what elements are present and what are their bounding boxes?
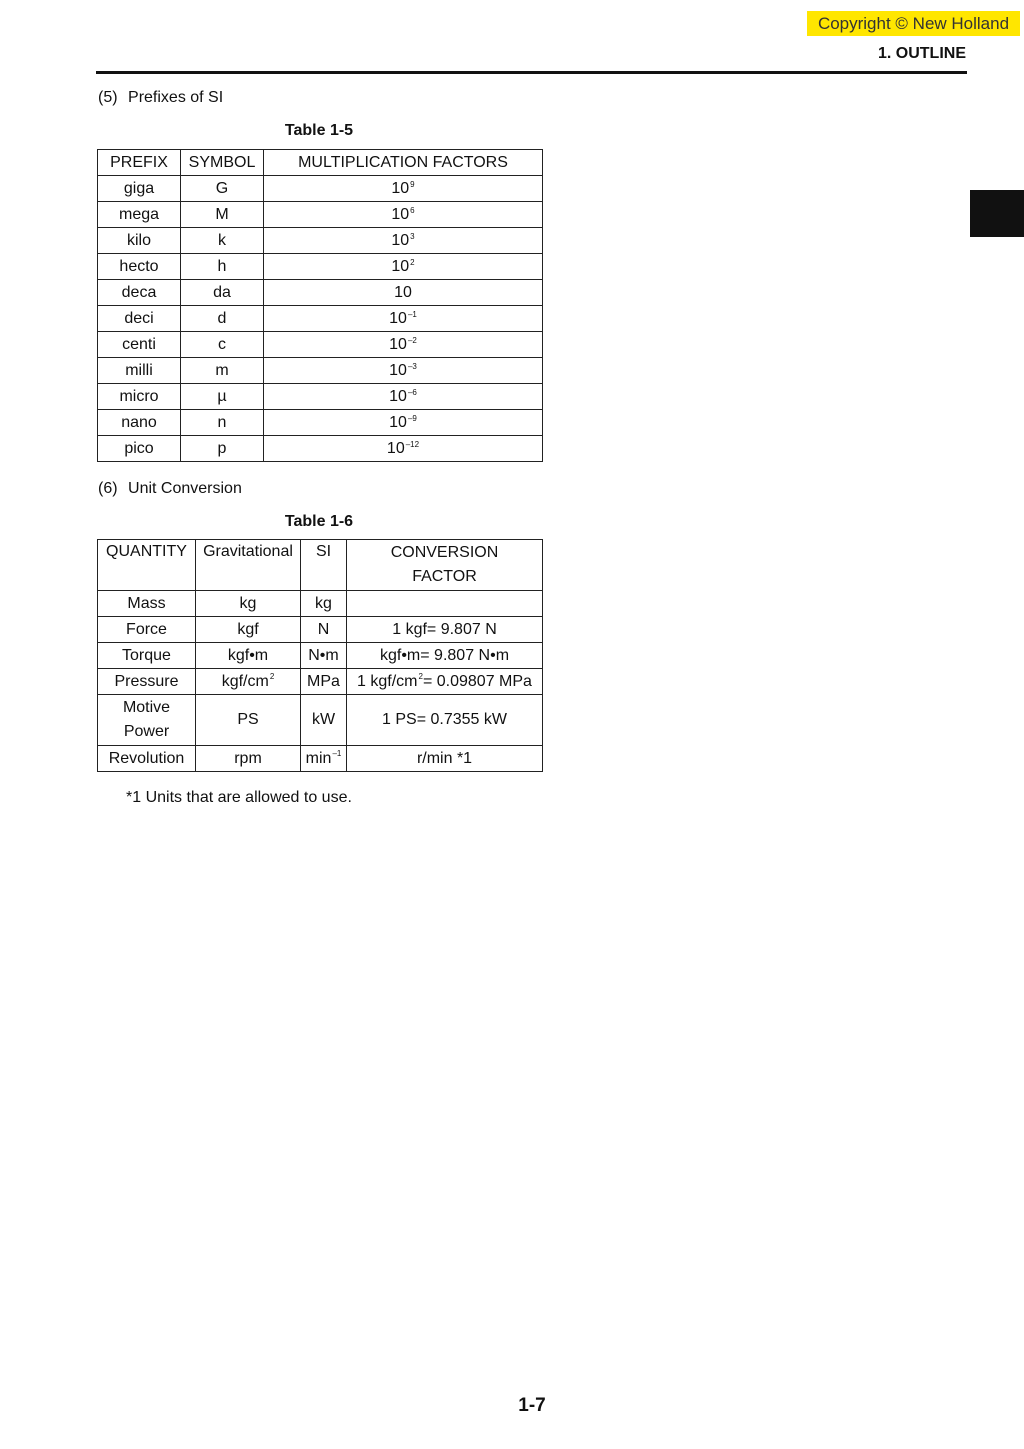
- conversion-table: [97, 539, 543, 772]
- table-row: [98, 306, 543, 332]
- table-row: [98, 436, 543, 462]
- prefix-cell: kilo: [98, 228, 181, 254]
- symbol-cell: G: [181, 176, 264, 202]
- factor-base: 10: [391, 232, 410, 249]
- prefix-cell: pico: [98, 436, 181, 462]
- quantity-cell: Revolution: [98, 746, 196, 772]
- si-unit: min: [305, 749, 332, 767]
- factor-base: 10: [389, 362, 407, 379]
- multiplication-factor-cell: [264, 176, 543, 202]
- gravitational-cell: PS: [196, 695, 301, 746]
- gravitational-cell: kgf: [196, 617, 301, 643]
- factor-exponent: –1: [407, 309, 417, 319]
- copyright-label: Copyright © New Holland: [807, 11, 1020, 36]
- multiplication-factor-cell: [264, 306, 543, 332]
- symbol-cell: n: [181, 410, 264, 436]
- table-row: [98, 591, 543, 617]
- column-header-prefix: PREFIX: [98, 150, 181, 176]
- gravitational-cell: kg: [196, 591, 301, 617]
- factor-exponent: –12: [405, 439, 420, 449]
- table-row: [98, 176, 543, 202]
- table-row: [98, 410, 543, 436]
- quantity-cell: Mass: [98, 591, 196, 617]
- prefix-cell: giga: [98, 176, 181, 202]
- factor-exponent: –3: [407, 361, 417, 371]
- multiplication-factor-cell: [264, 280, 543, 306]
- quantity-line2: Power: [123, 723, 170, 740]
- symbol-cell: c: [181, 332, 264, 358]
- multiplication-factor-cell: [264, 410, 543, 436]
- gravitational-cell: kgf•m: [196, 643, 301, 669]
- factor-exponent: 9: [410, 179, 415, 189]
- factor-base: 10: [386, 440, 405, 457]
- table-header-row: [98, 150, 543, 176]
- symbol-cell: h: [181, 254, 264, 280]
- table-row: [98, 695, 543, 746]
- si-cell: N: [301, 617, 347, 643]
- page-number: 1-7: [518, 1395, 546, 1416]
- table-1-5-caption: Table 1-5: [284, 122, 354, 139]
- conversion-factor-cell: 1 PS= 0.7355 kW: [347, 695, 543, 746]
- conversion-heading-title: Unit Conversion: [128, 480, 242, 497]
- table-row: [98, 202, 543, 228]
- table-row: [98, 254, 543, 280]
- table-row: [98, 358, 543, 384]
- quantity-cell: Torque: [98, 643, 196, 669]
- factor-exponent: –2: [407, 335, 417, 345]
- symbol-cell: µ: [181, 384, 264, 410]
- factor-base: 10: [391, 180, 410, 197]
- factor-base: 10: [394, 284, 412, 301]
- table-header-row: [98, 540, 543, 591]
- symbol-cell: d: [181, 306, 264, 332]
- footnote: *1 Units that are allowed to use.: [126, 789, 352, 806]
- factor-exponent: –6: [407, 387, 417, 397]
- quantity-cell: [98, 695, 196, 746]
- symbol-cell: p: [181, 436, 264, 462]
- exponent: 2: [269, 672, 275, 682]
- factor-base: 10: [389, 310, 407, 327]
- section-title: 1. OUTLINE: [877, 45, 966, 62]
- table-row: [98, 332, 543, 358]
- table-row: [98, 228, 543, 254]
- factor-exponent: 2: [410, 257, 415, 267]
- si-cell: N•m: [301, 643, 347, 669]
- factor-base: 10: [389, 336, 407, 353]
- prefix-cell: nano: [98, 410, 181, 436]
- prefix-cell: milli: [98, 358, 181, 384]
- column-header-multiplication-factors: MULTIPLICATION FACTORS: [264, 150, 543, 176]
- prefixes-table-body: [98, 176, 543, 462]
- table-row: [98, 384, 543, 410]
- column-header-conversion-factor: [347, 540, 543, 591]
- table-row: [98, 669, 543, 695]
- prefixes-heading-title: Prefixes of SI: [128, 89, 224, 106]
- factor-exponent: 3: [410, 231, 415, 241]
- factor-base: 10: [391, 258, 410, 275]
- factor-exponent: –9: [407, 413, 417, 423]
- conversion-factor-cell: r/min *1: [347, 746, 543, 772]
- factor-base: 10: [389, 388, 407, 405]
- column-header-quantity: QUANTITY: [98, 540, 196, 591]
- column-header-symbol: SYMBOL: [181, 150, 264, 176]
- table-row: [98, 746, 543, 772]
- multiplication-factor-cell: [264, 202, 543, 228]
- prefix-cell: micro: [98, 384, 181, 410]
- header-rule: [96, 71, 967, 74]
- prefixes-table: [97, 149, 543, 462]
- column-header-gravitational: Gravitational: [196, 540, 301, 591]
- prefix-cell: deca: [98, 280, 181, 306]
- multiplication-factor-cell: [264, 436, 543, 462]
- table-row: [98, 643, 543, 669]
- conversion-factor-cell: kgf•m= 9.807 N•m: [347, 643, 543, 669]
- gravitational-unit: kgf/cm: [221, 672, 269, 690]
- multiplication-factor-cell: [264, 254, 543, 280]
- conversion-factor-cell: [347, 591, 543, 617]
- si-cell: kg: [301, 591, 347, 617]
- symbol-cell: M: [181, 202, 264, 228]
- multiplication-factor-cell: [264, 332, 543, 358]
- factor-text: = 0.09807 MPa: [422, 672, 532, 690]
- prefix-cell: hecto: [98, 254, 181, 280]
- exponent: 2: [418, 672, 423, 682]
- si-cell: MPa: [301, 669, 347, 695]
- factor-exponent: 6: [410, 205, 415, 215]
- column-header-conversion-line1: CONVERSION: [390, 544, 499, 561]
- multiplication-factor-cell: [264, 228, 543, 254]
- multiplication-factor-cell: [264, 358, 543, 384]
- conversion-factor-cell: [347, 669, 543, 695]
- conversion-heading: [98, 480, 242, 498]
- si-cell: kW: [301, 695, 347, 746]
- gravitational-cell: rpm: [196, 746, 301, 772]
- quantity-line1: Motive: [122, 699, 171, 716]
- conversion-factor-cell: 1 kgf= 9.807 N: [347, 617, 543, 643]
- prefixes-heading-number: (5): [98, 89, 118, 106]
- factor-base: 10: [391, 206, 410, 223]
- table-row: [98, 280, 543, 306]
- prefixes-heading: [98, 89, 223, 107]
- quantity-cell: Pressure: [98, 669, 196, 695]
- factor-text: 1 kgf/cm: [357, 672, 418, 690]
- symbol-cell: k: [181, 228, 264, 254]
- column-header-si: SI: [301, 540, 347, 591]
- multiplication-factor-cell: [264, 384, 543, 410]
- chapter-tab-marker: [970, 190, 1024, 237]
- gravitational-cell: [196, 669, 301, 695]
- si-cell: [301, 746, 347, 772]
- symbol-cell: m: [181, 358, 264, 384]
- table-row: [98, 617, 543, 643]
- table-1-6-caption: Table 1-6: [284, 513, 354, 530]
- symbol-cell: da: [181, 280, 264, 306]
- factor-base: 10: [389, 414, 407, 431]
- quantity-cell: Force: [98, 617, 196, 643]
- conversion-heading-number: (6): [98, 480, 118, 497]
- column-header-conversion-line2: FACTOR: [412, 568, 477, 585]
- prefix-cell: deci: [98, 306, 181, 332]
- prefix-cell: mega: [98, 202, 181, 228]
- prefix-cell: centi: [98, 332, 181, 358]
- exponent: –1: [332, 749, 342, 759]
